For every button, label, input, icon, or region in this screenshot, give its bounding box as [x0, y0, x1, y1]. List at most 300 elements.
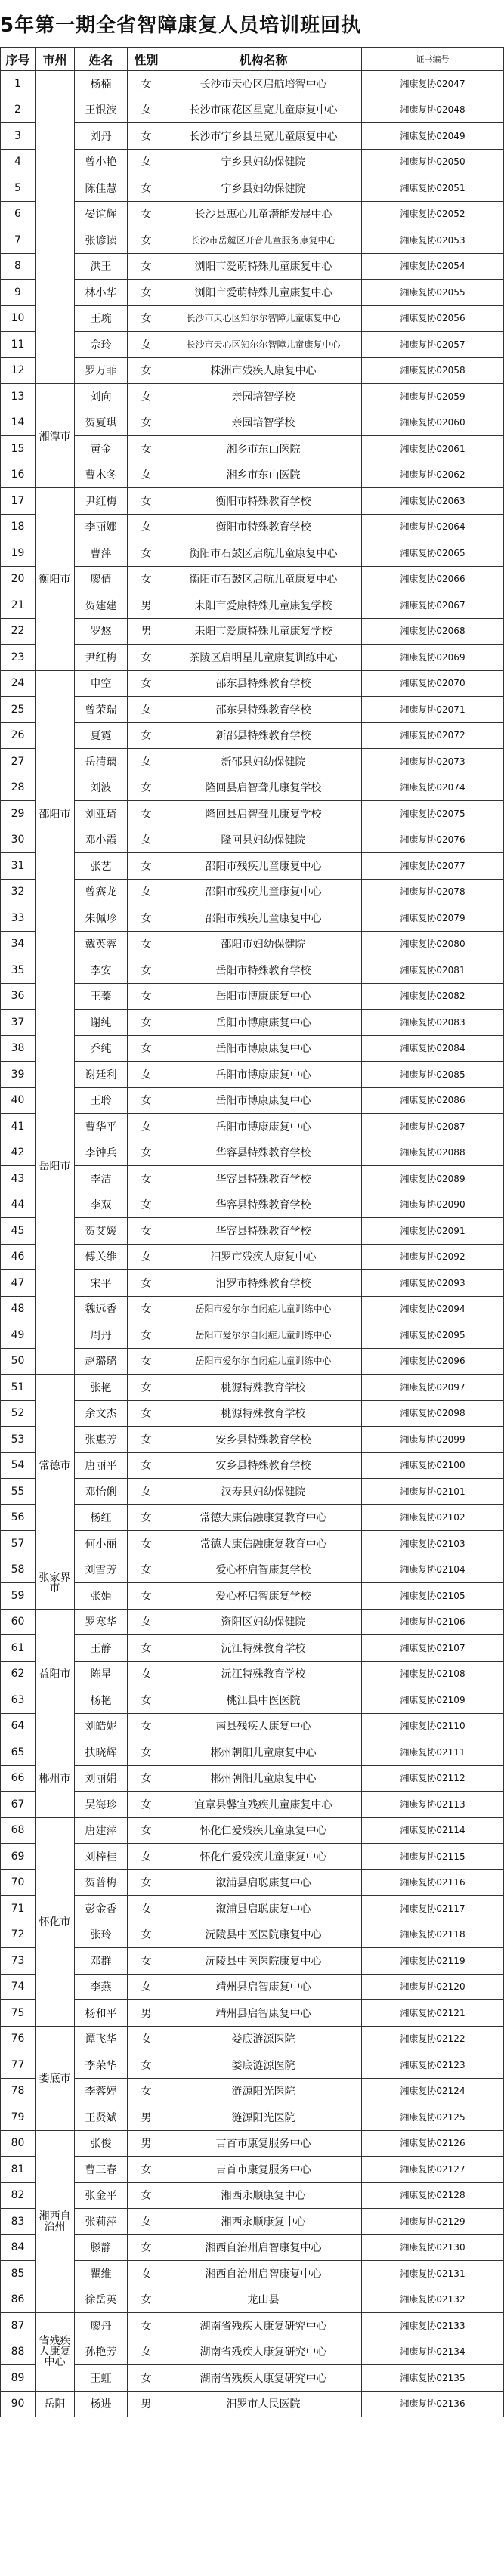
person-name: 邓怡俐 [75, 1479, 128, 1505]
table-row [1, 1765, 504, 1792]
table-row [1, 1192, 504, 1218]
person-sex: 女 [128, 1869, 165, 1896]
certificate-number: 湘康复协02120 [362, 1974, 504, 2000]
organization-name: 沅陵县中医医院康复中心 [165, 1948, 362, 1975]
certificate-number: 湘康复协02121 [362, 2000, 504, 2027]
table-row [1, 749, 504, 775]
person-sex: 女 [128, 2339, 165, 2365]
table-row [1, 645, 504, 671]
organization-name: 溆浦县启聪康复中心 [165, 1869, 362, 1896]
organization-name: 湖南省残疾人康复研究中心 [165, 2339, 362, 2365]
person-name: 曹萍 [75, 540, 128, 567]
person-name: 王虹 [75, 2365, 128, 2392]
row-number: 55 [1, 1479, 36, 1505]
table-row [1, 1922, 504, 1948]
row-number: 38 [1, 1035, 36, 1062]
organization-name: 怀化仁爱残疾儿童康复中心 [165, 1844, 362, 1870]
table-row [1, 436, 504, 462]
table-row [1, 2339, 504, 2365]
person-sex: 女 [128, 1348, 165, 1375]
person-sex: 女 [128, 2313, 165, 2339]
table-row [1, 1974, 504, 2000]
header-city: 市州 [36, 48, 75, 71]
certificate-number: 湘康复协02052 [362, 201, 504, 227]
person-name: 李蓉婷 [75, 2078, 128, 2104]
row-number: 32 [1, 879, 36, 905]
person-sex: 女 [128, 645, 165, 671]
organization-name: 爱心杯启智康复学校 [165, 1583, 362, 1610]
organization-name: 沅江特殊教育学校 [165, 1661, 362, 1687]
table-row [1, 1504, 504, 1531]
table-row [1, 305, 504, 332]
organization-name: 涟源阳光医院 [165, 2104, 362, 2131]
person-name: 张艳 [75, 1375, 128, 1401]
header-sex: 性别 [128, 48, 165, 71]
row-number: 78 [1, 2078, 36, 2104]
certificate-number: 湘康复协02093 [362, 1270, 504, 1297]
person-sex: 男 [128, 2000, 165, 2027]
certificate-number: 湘康复协02048 [362, 97, 504, 123]
person-sex: 女 [128, 1687, 165, 1714]
table-row [1, 618, 504, 645]
row-number: 64 [1, 1713, 36, 1739]
organization-name: 爱心杯启智康复学校 [165, 1557, 362, 1583]
table-row [1, 1087, 504, 1114]
row-number: 4 [1, 149, 36, 175]
person-name: 乔纯 [75, 1035, 128, 1062]
person-sex: 女 [128, 1557, 165, 1583]
certificate-number: 湘康复协02130 [362, 2234, 504, 2261]
certificate-number: 湘康复协02074 [362, 775, 504, 801]
certificate-number: 湘康复协02047 [362, 71, 504, 97]
table-row [1, 983, 504, 1010]
table-row [1, 1479, 504, 1505]
row-number: 23 [1, 645, 36, 671]
certificate-number: 湘康复协02053 [362, 227, 504, 254]
person-sex: 女 [128, 1166, 165, 1192]
city-cell [36, 71, 75, 384]
person-name: 朱佩珍 [75, 905, 128, 932]
table-row [1, 879, 504, 905]
person-name: 陈佳慧 [75, 175, 128, 202]
certificate-number: 湘康复协02083 [362, 1010, 504, 1036]
table-row [1, 827, 504, 853]
row-number: 33 [1, 905, 36, 932]
organization-name: 怀化仁爱残疾儿童康复中心 [165, 1817, 362, 1844]
row-number: 27 [1, 749, 36, 775]
certificate-number: 湘康复协02108 [362, 1661, 504, 1687]
certificate-number: 湘康复协02054 [362, 253, 504, 280]
person-name: 瞿维 [75, 2261, 128, 2287]
person-name: 徐岳英 [75, 2287, 128, 2313]
person-name: 吴海珍 [75, 1792, 128, 1818]
table-row [1, 957, 504, 984]
certificate-number: 湘康复协02117 [362, 1896, 504, 1922]
organization-name: 长沙市天心区知尔尔智障儿童康复中心 [165, 305, 362, 332]
certificate-number: 湘康复协02128 [362, 2182, 504, 2209]
table-row [1, 1035, 504, 1062]
certificate-number: 湘康复协02124 [362, 2078, 504, 2104]
certificate-number: 湘康复协02069 [362, 645, 504, 671]
person-sex: 女 [128, 1375, 165, 1401]
table-row [1, 1687, 504, 1714]
person-name: 张艺 [75, 853, 128, 880]
row-number: 24 [1, 670, 36, 697]
table-row [1, 280, 504, 306]
person-name: 唐建萍 [75, 1817, 128, 1844]
person-name: 罗悠 [75, 618, 128, 645]
organization-name: 汨罗市残疾人康复中心 [165, 1244, 362, 1270]
certificate-number: 湘康复协02105 [362, 1583, 504, 1610]
row-number: 47 [1, 1270, 36, 1297]
table-row [1, 384, 504, 410]
person-sex: 女 [128, 1192, 165, 1218]
row-number: 42 [1, 1140, 36, 1166]
organization-name: 衡阳市特殊教育学校 [165, 488, 362, 515]
person-sex: 女 [128, 566, 165, 592]
table-row [1, 357, 504, 384]
header-no: 序号 [1, 48, 36, 71]
person-name: 曾荣瑞 [75, 697, 128, 723]
certificate-number: 湘康复协02049 [362, 123, 504, 150]
certificate-number: 湘康复协02115 [362, 1844, 504, 1870]
person-name: 贺夏琪 [75, 410, 128, 436]
organization-name: 岳阳市博康康复中心 [165, 1114, 362, 1140]
person-name: 王琬 [75, 305, 128, 332]
header-org: 机构名称 [165, 48, 362, 71]
row-number: 73 [1, 1948, 36, 1975]
person-name: 岳清璃 [75, 749, 128, 775]
certificate-number: 湘康复协02055 [362, 280, 504, 306]
person-name: 李安 [75, 957, 128, 984]
certificate-number: 湘康复协02104 [362, 1557, 504, 1583]
certificate-number: 湘康复协02079 [362, 905, 504, 932]
certificate-number: 湘康复协02092 [362, 1244, 504, 1270]
table-row [1, 775, 504, 801]
row-number: 25 [1, 697, 36, 723]
row-number: 45 [1, 1218, 36, 1245]
person-name: 夏霓 [75, 722, 128, 749]
row-number: 36 [1, 983, 36, 1010]
person-sex: 女 [128, 410, 165, 436]
certificate-number: 湘康复协02073 [362, 749, 504, 775]
organization-name: 岳阳市博康康复中心 [165, 1035, 362, 1062]
person-name: 余文杰 [75, 1400, 128, 1427]
certificate-number: 湘康复协02062 [362, 462, 504, 488]
person-sex: 女 [128, 1635, 165, 1662]
certificate-number: 湘康复协02077 [362, 853, 504, 880]
row-number: 76 [1, 2026, 36, 2052]
person-name: 林小华 [75, 280, 128, 306]
organization-name: 岳阳市爱尔尔自闭症儿童训练中心 [165, 1296, 362, 1322]
table-row [1, 201, 504, 227]
person-sex: 女 [128, 1452, 165, 1479]
person-sex: 女 [128, 2052, 165, 2079]
person-sex: 女 [128, 1896, 165, 1922]
row-number: 56 [1, 1504, 36, 1531]
person-sex: 男 [128, 2130, 165, 2157]
organization-name: 湘西永顺康复中心 [165, 2209, 362, 2235]
roster-table [0, 47, 504, 2417]
row-number: 63 [1, 1687, 36, 1714]
person-sex: 女 [128, 201, 165, 227]
organization-name: 华容县特殊教育学校 [165, 1166, 362, 1192]
row-number: 41 [1, 1114, 36, 1140]
certificate-number: 湘康复协02051 [362, 175, 504, 202]
person-name: 王蓁 [75, 983, 128, 1010]
organization-name: 龙山县 [165, 2287, 362, 2313]
certificate-number: 湘康复协02134 [362, 2339, 504, 2365]
organization-name: 岳阳市爱尔尔自闭症儿童训练中心 [165, 1322, 362, 1349]
table-row [1, 97, 504, 123]
person-sex: 女 [128, 983, 165, 1010]
row-number: 53 [1, 1427, 36, 1453]
certificate-number: 湘康复协02135 [362, 2365, 504, 2392]
person-name: 张金平 [75, 2182, 128, 2209]
person-name: 张玲 [75, 1922, 128, 1948]
person-sex: 女 [128, 1035, 165, 1062]
row-number: 60 [1, 1609, 36, 1635]
row-number: 68 [1, 1817, 36, 1844]
row-number: 16 [1, 462, 36, 488]
row-number: 52 [1, 1400, 36, 1427]
table-row [1, 853, 504, 880]
city-cell: 衡阳市 [36, 488, 75, 671]
person-name: 杨艳 [75, 1687, 128, 1714]
table-row [1, 2104, 504, 2131]
person-sex: 女 [128, 931, 165, 957]
person-name: 曾小艳 [75, 149, 128, 175]
row-number: 46 [1, 1244, 36, 1270]
person-name: 张惠芳 [75, 1427, 128, 1453]
table-row [1, 2182, 504, 2209]
table-row [1, 1792, 504, 1818]
certificate-number: 湘康复协02061 [362, 436, 504, 462]
table-row [1, 1557, 504, 1583]
certificate-number: 湘康复协02088 [362, 1140, 504, 1166]
row-number: 59 [1, 1583, 36, 1610]
certificate-number: 湘康复协02110 [362, 1713, 504, 1739]
organization-name: 华容县特殊教育学校 [165, 1192, 362, 1218]
person-name: 谢纯 [75, 1010, 128, 1036]
person-name: 晏谊辉 [75, 201, 128, 227]
organization-name: 桃源特殊教育学校 [165, 1400, 362, 1427]
person-sex: 女 [128, 1948, 165, 1975]
certificate-number: 湘康复协02111 [362, 1739, 504, 1766]
certificate-number: 湘康复协02078 [362, 879, 504, 905]
row-number: 89 [1, 2365, 36, 2392]
organization-name: 耒阳市爱康特殊儿童康复学校 [165, 592, 362, 619]
organization-name: 溆浦县启聪康复中心 [165, 1896, 362, 1922]
person-sex: 男 [128, 592, 165, 619]
row-number: 74 [1, 1974, 36, 2000]
header-cert: 证书编号 [362, 48, 504, 71]
row-number: 75 [1, 2000, 36, 2027]
row-number: 29 [1, 801, 36, 827]
person-name: 贺普梅 [75, 1869, 128, 1896]
table-row [1, 2130, 504, 2157]
organization-name: 邵东县特殊教育学校 [165, 697, 362, 723]
city-cell: 岳阳 [36, 2391, 75, 2417]
person-name: 廖丹 [75, 2313, 128, 2339]
person-sex: 女 [128, 1218, 165, 1245]
certificate-number: 湘康复协02112 [362, 1765, 504, 1792]
row-number: 43 [1, 1166, 36, 1192]
person-name: 王银波 [75, 97, 128, 123]
organization-name: 长沙市宁乡县星宽儿童康复中心 [165, 123, 362, 150]
organization-name: 岳阳市爱尔尔自闭症儿童训练中心 [165, 1348, 362, 1375]
person-sex: 女 [128, 1400, 165, 1427]
person-sex: 女 [128, 670, 165, 697]
certificate-number: 湘康复协02058 [362, 357, 504, 384]
row-number: 28 [1, 775, 36, 801]
person-name: 赵璐璐 [75, 1348, 128, 1375]
person-sex: 女 [128, 280, 165, 306]
city-cell: 岳阳市 [36, 957, 75, 1375]
roster-table-container [0, 47, 504, 2417]
table-row [1, 670, 504, 697]
person-sex: 女 [128, 2157, 165, 2183]
person-sex: 女 [128, 1479, 165, 1505]
table-row [1, 1062, 504, 1088]
row-number: 10 [1, 305, 36, 332]
person-name: 黄金 [75, 436, 128, 462]
row-number: 58 [1, 1557, 36, 1583]
table-row [1, 2209, 504, 2235]
table-row [1, 2313, 504, 2339]
row-number: 34 [1, 931, 36, 957]
person-name: 刘梓桂 [75, 1844, 128, 1870]
certificate-number: 湘康复协02080 [362, 931, 504, 957]
certificate-number: 湘康复协02099 [362, 1427, 504, 1453]
organization-name: 汨罗市人民医院 [165, 2391, 362, 2417]
row-number: 50 [1, 1348, 36, 1375]
row-number: 84 [1, 2234, 36, 2261]
organization-name: 湘西自治州启智康复中心 [165, 2234, 362, 2261]
table-row [1, 1400, 504, 1427]
person-sex: 女 [128, 2365, 165, 2392]
person-sex: 女 [128, 488, 165, 515]
row-number: 66 [1, 1765, 36, 1792]
person-sex: 女 [128, 853, 165, 880]
person-sex: 女 [128, 1739, 165, 1766]
organization-name: 隆回县启智聋儿康复学校 [165, 801, 362, 827]
organization-name: 娄底涟源医院 [165, 2052, 362, 2079]
person-name: 魏远香 [75, 1296, 128, 1322]
organization-name: 长沙市雨花区星宽儿童康复中心 [165, 97, 362, 123]
organization-name: 岳阳市博康康复中心 [165, 1062, 362, 1088]
person-name: 滕静 [75, 2234, 128, 2261]
certificate-number: 湘康复协02089 [362, 1166, 504, 1192]
certificate-number: 湘康复协02085 [362, 1062, 504, 1088]
person-name: 唐丽平 [75, 1452, 128, 1479]
table-row [1, 1296, 504, 1322]
table-header-row [1, 48, 504, 71]
certificate-number: 湘康复协02065 [362, 540, 504, 567]
person-sex: 女 [128, 1609, 165, 1635]
person-name: 戴英蓉 [75, 931, 128, 957]
person-name: 曹华平 [75, 1114, 128, 1140]
organization-name: 岳阳市博康康复中心 [165, 1010, 362, 1036]
row-number: 39 [1, 1062, 36, 1088]
organization-name: 湘西自治州启智康复中心 [165, 2261, 362, 2287]
certificate-number: 湘康复协02118 [362, 1922, 504, 1948]
person-name: 廖倩 [75, 566, 128, 592]
certificate-number: 湘康复协02084 [362, 1035, 504, 1062]
organization-name: 株洲市残疾人康复中心 [165, 357, 362, 384]
person-sex: 女 [128, 1765, 165, 1792]
table-row [1, 1817, 504, 1844]
table-row [1, 253, 504, 280]
certificate-number: 湘康复协02122 [362, 2026, 504, 2052]
table-row [1, 1609, 504, 1635]
table-row [1, 2157, 504, 2183]
person-name: 谭飞华 [75, 2026, 128, 2052]
person-name: 刘皓妮 [75, 1713, 128, 1739]
certificate-number: 湘康复协02114 [362, 1817, 504, 1844]
organization-name: 安乡县特殊教育学校 [165, 1427, 362, 1453]
certificate-number: 湘康复协02090 [362, 1192, 504, 1218]
person-sex: 女 [128, 2078, 165, 2104]
person-sex: 女 [128, 905, 165, 932]
certificate-number: 湘康复协02136 [362, 2391, 504, 2417]
row-number: 8 [1, 253, 36, 280]
certificate-number: 湘康复协02132 [362, 2287, 504, 2313]
city-cell: 省残疾人康复中心 [36, 2313, 75, 2392]
certificate-number: 湘康复协02072 [362, 722, 504, 749]
organization-name: 华容县特殊教育学校 [165, 1218, 362, 1245]
person-sex: 女 [128, 384, 165, 410]
table-row [1, 2234, 504, 2261]
organization-name: 茶陵区启明星儿童康复训练中心 [165, 645, 362, 671]
organization-name: 华容县特殊教育学校 [165, 1140, 362, 1166]
organization-name: 岳阳市博康康复中心 [165, 1087, 362, 1114]
person-name: 罗万菲 [75, 357, 128, 384]
person-sex: 女 [128, 332, 165, 358]
organization-name: 吉首市康复服务中心 [165, 2157, 362, 2183]
person-sex: 男 [128, 2104, 165, 2131]
table-row [1, 1010, 504, 1036]
page-title: 5年第一期全省智障康复人员培训班回执 [0, 14, 362, 37]
person-sex: 女 [128, 697, 165, 723]
person-name: 贺建建 [75, 592, 128, 619]
person-name: 曾赛龙 [75, 879, 128, 905]
row-number: 51 [1, 1375, 36, 1401]
certificate-number: 湘康复协02116 [362, 1869, 504, 1896]
person-name: 谢廷利 [75, 1062, 128, 1088]
table-row [1, 2078, 504, 2104]
certificate-number: 湘康复协02102 [362, 1504, 504, 1531]
person-sex: 女 [128, 2182, 165, 2209]
table-row [1, 410, 504, 436]
table-row [1, 1531, 504, 1557]
table-row [1, 71, 504, 97]
person-name: 王贤斌 [75, 2104, 128, 2131]
certificate-number: 湘康复协02126 [362, 2130, 504, 2157]
person-name: 刘丹 [75, 123, 128, 150]
city-cell: 郴州市 [36, 1739, 75, 1818]
city-cell: 湘西自治州 [36, 2130, 75, 2313]
row-number: 19 [1, 540, 36, 567]
person-name: 张谚读 [75, 227, 128, 254]
organization-name: 南县残疾人康复中心 [165, 1713, 362, 1739]
organization-name: 涟源阳光医院 [165, 2078, 362, 2104]
certificate-number: 湘康复协02091 [362, 1218, 504, 1245]
row-number: 88 [1, 2339, 36, 2365]
row-number: 72 [1, 1922, 36, 1948]
table-row [1, 1114, 504, 1140]
person-name: 尹红梅 [75, 645, 128, 671]
